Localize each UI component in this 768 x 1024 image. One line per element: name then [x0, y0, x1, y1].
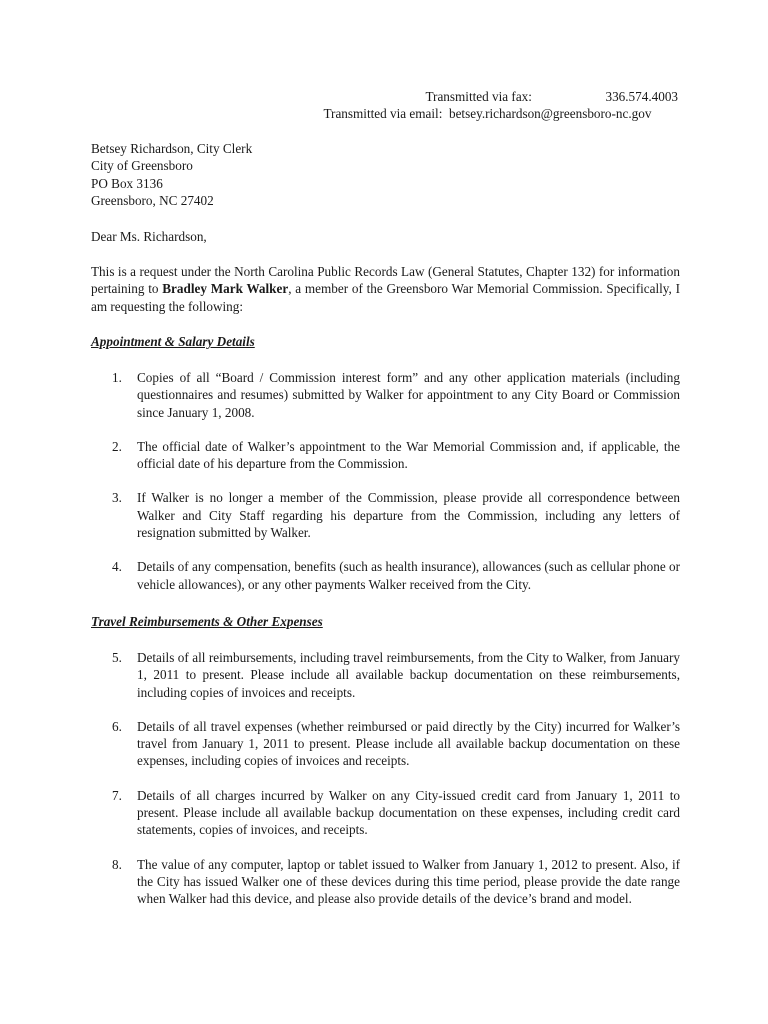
item-number: 1. — [112, 370, 122, 385]
item-text: If Walker is no longer a member of the Commission, please provide all correspondence between Walker and City Staff regarding his departure from the Commission, including any letters of resignation submitted by Walker. — [137, 490, 680, 541]
fax-label: Transmitted via fax: — [425, 89, 532, 104]
email-line — [323, 105, 678, 122]
item-text: The official date of Walker’s appointment to the War Memorial Commission and, if applicable, the official date of his departure from the Commission. — [137, 438, 680, 472]
request-item — [91, 856, 680, 908]
request-list-appointment — [91, 369, 680, 610]
request-item — [91, 558, 680, 593]
request-item — [91, 438, 680, 473]
fax-number: 336.574.4003 — [605, 89, 678, 104]
item-number: 2. — [112, 438, 122, 454]
request-item — [91, 649, 680, 701]
request-item — [91, 787, 680, 839]
request-item — [91, 718, 680, 770]
section-heading-appointment: Appointment & Salary Details — [91, 334, 255, 349]
request-item — [91, 489, 680, 541]
intro-paragraph — [91, 263, 680, 315]
recipient-org: City of Greensboro — [91, 158, 193, 174]
item-text: Details of all charges incurred by Walker on any City-issued credit card from January 1, 2011 to present. Please include all available backup documentation on these expenses, including credit card statements, copies of invoices, and receipts. — [137, 787, 680, 838]
item-number: 4. — [112, 559, 122, 575]
request-list-travel — [91, 649, 680, 925]
recipient-name: Betsey Richardson, City Clerk — [91, 141, 253, 156]
recipient-address — [91, 140, 252, 209]
transmittal-block — [323, 88, 678, 123]
item-number: 7. — [112, 787, 122, 803]
intro-text-before: This is a request under the North Carolina Public Records Law (General Statutes, Chapter 132) for information pertaining to — [91, 264, 680, 297]
recipient-city: Greensboro, NC 27402 — [91, 192, 214, 208]
item-text: Details of any compensation, benefits (such as health insurance), allowances (such as cellular phone or vehicle allowances), or any other payments Walker received from the City. — [137, 559, 680, 592]
salutation: Dear Ms. Richardson, — [91, 229, 207, 244]
item-number: 8. — [112, 856, 122, 872]
item-text: The value of any computer, laptop or tablet issued to Walker from January 1, 2012 to present. Also, if the City has issued Walker one of these devices during this time period, please provide the date range when Walker had this device, and please also provide details of the device’s brand and model. — [137, 856, 680, 907]
item-text: Copies of all “Board / Commission interest form” and any other application materials (including questionnaires and resumes) submitted by Walker for appointment to any City Board or Commission since January 1, 2008. — [137, 370, 680, 420]
intro-subject-name: Bradley Mark Walker — [162, 281, 289, 297]
email-address: betsey.richardson@greensboro-nc.gov — [448, 106, 652, 122]
recipient-po-box: PO Box 3136 — [91, 175, 163, 191]
intro-text-after: , a member of the Greensboro War Memorial Commission. Specifically, I am requesting the following: — [91, 281, 680, 314]
section-heading-travel: Travel Reimbursements & Other Expenses — [91, 614, 323, 629]
item-number: 5. — [112, 650, 122, 665]
fax-line — [323, 88, 678, 105]
item-number: 6. — [112, 718, 122, 734]
email-label: Transmitted via email: — [323, 106, 443, 122]
item-text: Details of all reimbursements, including travel reimbursements, from the City to Walker, from January 1, 2011 to present. Please include all available backup documentation on these reimbursements, including copies of invoices and receipts. — [137, 650, 680, 700]
item-text: Details of all travel expenses (whether reimbursed or paid directly by the City) incurred for Walker’s travel from January 1, 2011 to present. Please include all available backup documentation on these expenses, including copies of invoices and receipts. — [137, 718, 680, 769]
item-number: 3. — [112, 490, 122, 506]
request-item — [91, 369, 680, 421]
